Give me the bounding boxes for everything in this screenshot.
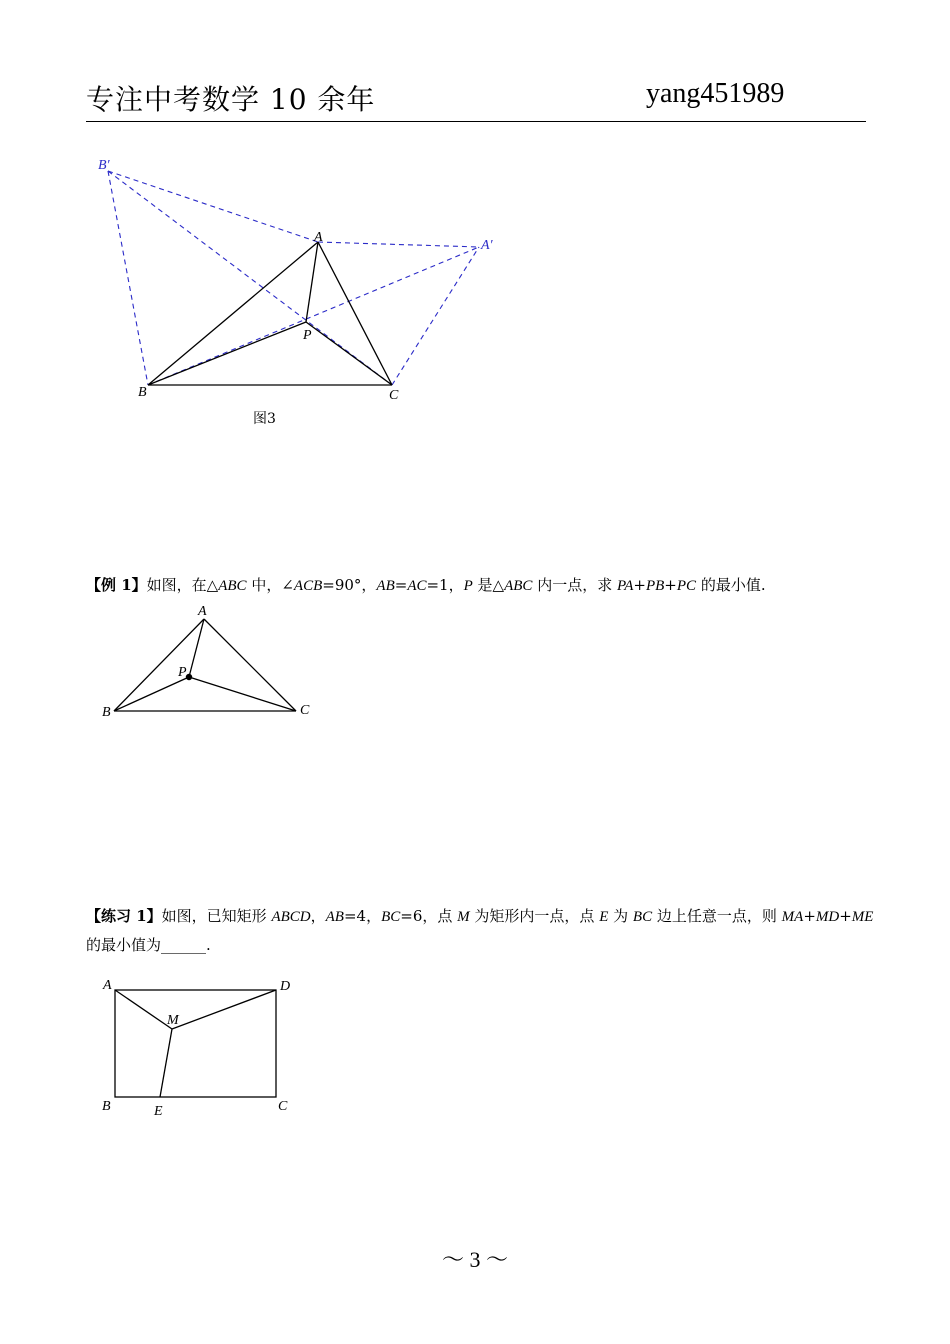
exercise-1-label: 【练习 1】: [86, 907, 162, 925]
ex2-segment-md: [172, 990, 276, 1029]
page-number: ～ 3 ～: [441, 1247, 508, 1272]
example-1-t8: =1，: [426, 576, 464, 594]
example-1-t7: AC: [407, 578, 427, 594]
example-1-t3: ACB: [293, 578, 323, 594]
ex1-label-a: A: [198, 604, 207, 619]
ex2-label-a: A: [103, 978, 112, 993]
ex2-label-b: B: [102, 1099, 111, 1114]
exercise-1-t12: 边上任意一点，则: [652, 907, 782, 925]
ex2-label-c: C: [278, 1099, 288, 1114]
exercise-1-text-line-2: 的最小值为______.: [86, 936, 211, 954]
example-1-t2: 中，∠: [246, 576, 294, 594]
example-1-t13: PA: [616, 578, 634, 594]
ex2-label-e: E: [154, 1104, 163, 1119]
ex2-label-d: D: [280, 979, 291, 994]
exercise-1-t3: AB: [325, 909, 344, 925]
exercise-1-t17: ME: [851, 909, 874, 925]
exercise-1-t15: MD: [815, 909, 840, 925]
exercise-1-t2: ，: [310, 907, 326, 925]
example-1-t4: =90°，: [322, 576, 377, 594]
exercise-1-intro: 如图，已知矩形: [161, 907, 272, 925]
example-1-t16: +: [664, 576, 677, 594]
example-1-label: 【例 1】: [86, 576, 147, 594]
ex1-label-b: B: [102, 705, 111, 720]
label-b: B: [138, 385, 147, 400]
example-1-t10: 是△: [472, 576, 505, 594]
label-c: C: [389, 388, 399, 403]
exercise-1-t1: ABCD: [271, 909, 311, 925]
exercise-1-t16: +: [839, 907, 852, 925]
example-1-t11: ABC: [504, 578, 533, 594]
label-p: P: [303, 328, 312, 343]
example-1-t15: PB: [645, 578, 665, 594]
ex1-label-c: C: [300, 703, 310, 718]
label-b-prime: B′: [98, 158, 110, 173]
exercise-1-t4: =4，: [343, 907, 382, 925]
exercise-1-t9: E: [599, 909, 609, 925]
exercise-1-t7: M: [457, 909, 470, 925]
example-1-t14: +: [633, 576, 646, 594]
figure-3-caption: 图3: [253, 411, 276, 427]
label-a-prime: A′: [481, 238, 493, 253]
label-a: A: [314, 230, 323, 245]
exercise-1-t10: 为: [608, 907, 633, 925]
example-1-t17: PC: [676, 578, 697, 594]
header-author-id: yang451989: [646, 78, 785, 109]
example-1-t6: =: [394, 576, 408, 594]
exercise-1-t13: MA: [781, 909, 804, 925]
example-1-t12: 内一点，求: [532, 576, 617, 594]
exercise-1-t14: +: [803, 907, 816, 925]
example-1-t1: ABC: [218, 578, 247, 594]
ex2-label-m: M: [167, 1013, 179, 1028]
exercise-1-t6: =6，点: [400, 907, 458, 925]
ex1-label-p: P: [178, 665, 187, 680]
example-1-t9: P: [463, 578, 473, 594]
exercise-1-t8: 为矩形内一点，点: [469, 907, 600, 925]
header-title: 专注中考数学 10 余年: [86, 83, 376, 116]
example-1-intro: 如图，在△: [146, 576, 219, 594]
example-1-t5: AB: [376, 578, 395, 594]
example-1-t18: 的最小值.: [696, 576, 766, 594]
ex2-segment-me: [160, 1029, 172, 1097]
ex2-segment-ma: [115, 990, 172, 1029]
exercise-1-t11: BC: [632, 909, 653, 925]
exercise-1-t5: BC: [381, 909, 401, 925]
